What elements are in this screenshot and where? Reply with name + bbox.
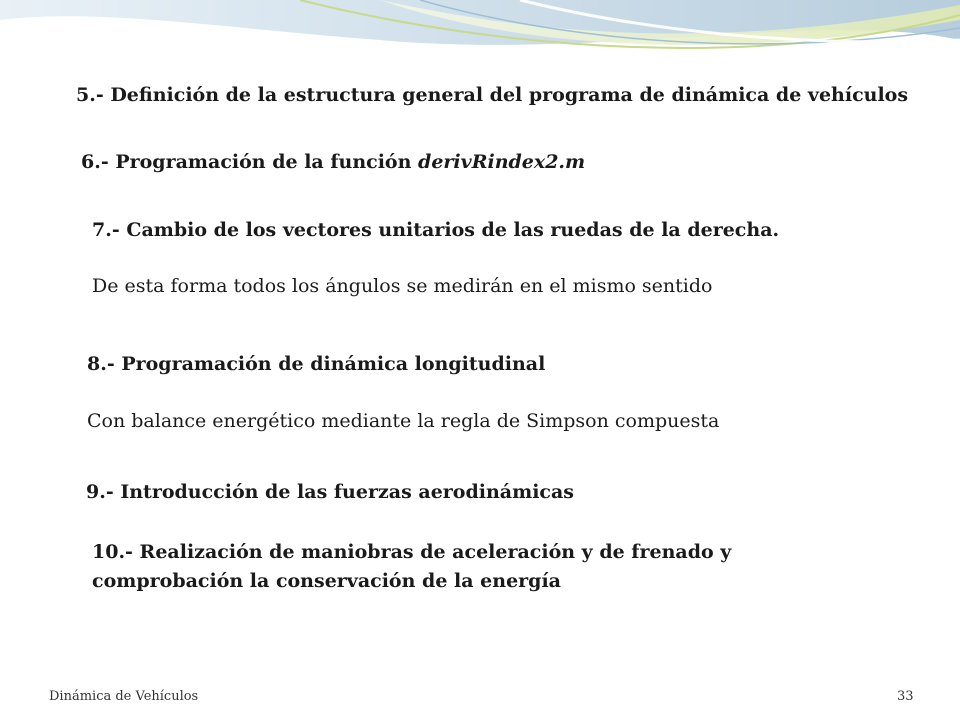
item-8-note: Con balance energético mediante la regla de Simpson compuesta xyxy=(87,410,720,432)
item-5: 5.- Definición de la estructura general del programa de dinámica de vehículos xyxy=(76,84,909,106)
footer-title: Dinámica de Vehículos xyxy=(49,689,199,704)
page-number: 33 xyxy=(897,689,914,704)
item-6-function-name: derivRindex2.m xyxy=(418,151,586,173)
item-7-note: De esta forma todos los ángulos se medirán en el mismo sentido xyxy=(92,275,713,297)
item-6 xyxy=(81,151,585,173)
item-8: 8.- Programación de dinámica longitudinal xyxy=(87,353,546,375)
item-6-text: 6.- Programación de la función xyxy=(81,151,419,173)
item-10-line-2: comprobación la conservación de la energía xyxy=(92,570,561,592)
item-10-line-1: 10.- Realización de maniobras de aceleración y de frenado y xyxy=(92,541,732,563)
item-7: 7.- Cambio de los vectores unitarios de las ruedas de la derecha. xyxy=(92,219,780,241)
item-9: 9.- Introducción de las fuerzas aerodinámicas xyxy=(86,481,574,503)
